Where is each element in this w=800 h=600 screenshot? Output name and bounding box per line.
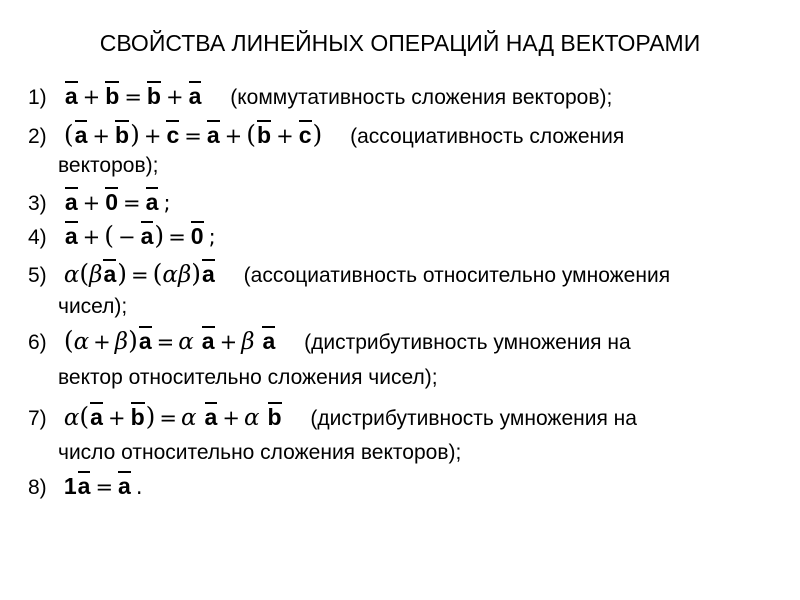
property-5: [28, 257, 670, 292]
property-note-cont: число относительно сложения векторов);: [58, 441, 462, 464]
property-note: (ассоциативность относительно умножения: [243, 264, 671, 287]
formula: (a + b) + c = a + (b + c): [64, 118, 322, 153]
formula: 1a = a .: [64, 470, 147, 504]
item-number: 6): [28, 331, 47, 354]
property-6: [28, 324, 631, 359]
page-title: СВОЙСТВА ЛИНЕЙНЫХ ОПЕРАЦИЙ НАД ВЕКТОРАМИ: [99, 30, 701, 56]
property-1: [28, 80, 612, 114]
formula: α(βa) = (αβ)a: [64, 257, 216, 292]
property-4: [28, 219, 220, 254]
item-number: 8): [28, 476, 47, 499]
property-note: (дистрибутивность умножения на: [304, 331, 631, 354]
property-3: [28, 186, 175, 220]
item-number: 2): [28, 125, 47, 148]
formula: a + 0 = a ;: [64, 186, 175, 220]
property-note: (коммутативность сложения векторов);: [230, 86, 613, 109]
property-7: [28, 400, 637, 435]
formula: a + b = b + a: [64, 80, 203, 114]
property-note: (дистрибутивность умножения на: [310, 407, 637, 430]
formula: (α + β)a = α a + β a: [64, 324, 276, 359]
property-8: [28, 470, 147, 504]
formula: α(a + b) = α a + α b: [64, 400, 283, 435]
property-note-cont: вектор относительно сложения чисел);: [58, 366, 438, 389]
property-note-cont: чисел);: [58, 295, 128, 318]
formula: a + ( − a) = 0 ;: [64, 219, 220, 254]
property-note-cont: векторов);: [58, 154, 159, 177]
property-2: [28, 118, 624, 153]
item-number: 4): [28, 226, 47, 249]
property-note: (ассоциативность сложения: [350, 125, 625, 148]
item-number: 1): [28, 86, 47, 109]
item-number: 5): [28, 264, 47, 287]
item-number: 3): [28, 192, 47, 215]
item-number: 7): [28, 407, 47, 430]
